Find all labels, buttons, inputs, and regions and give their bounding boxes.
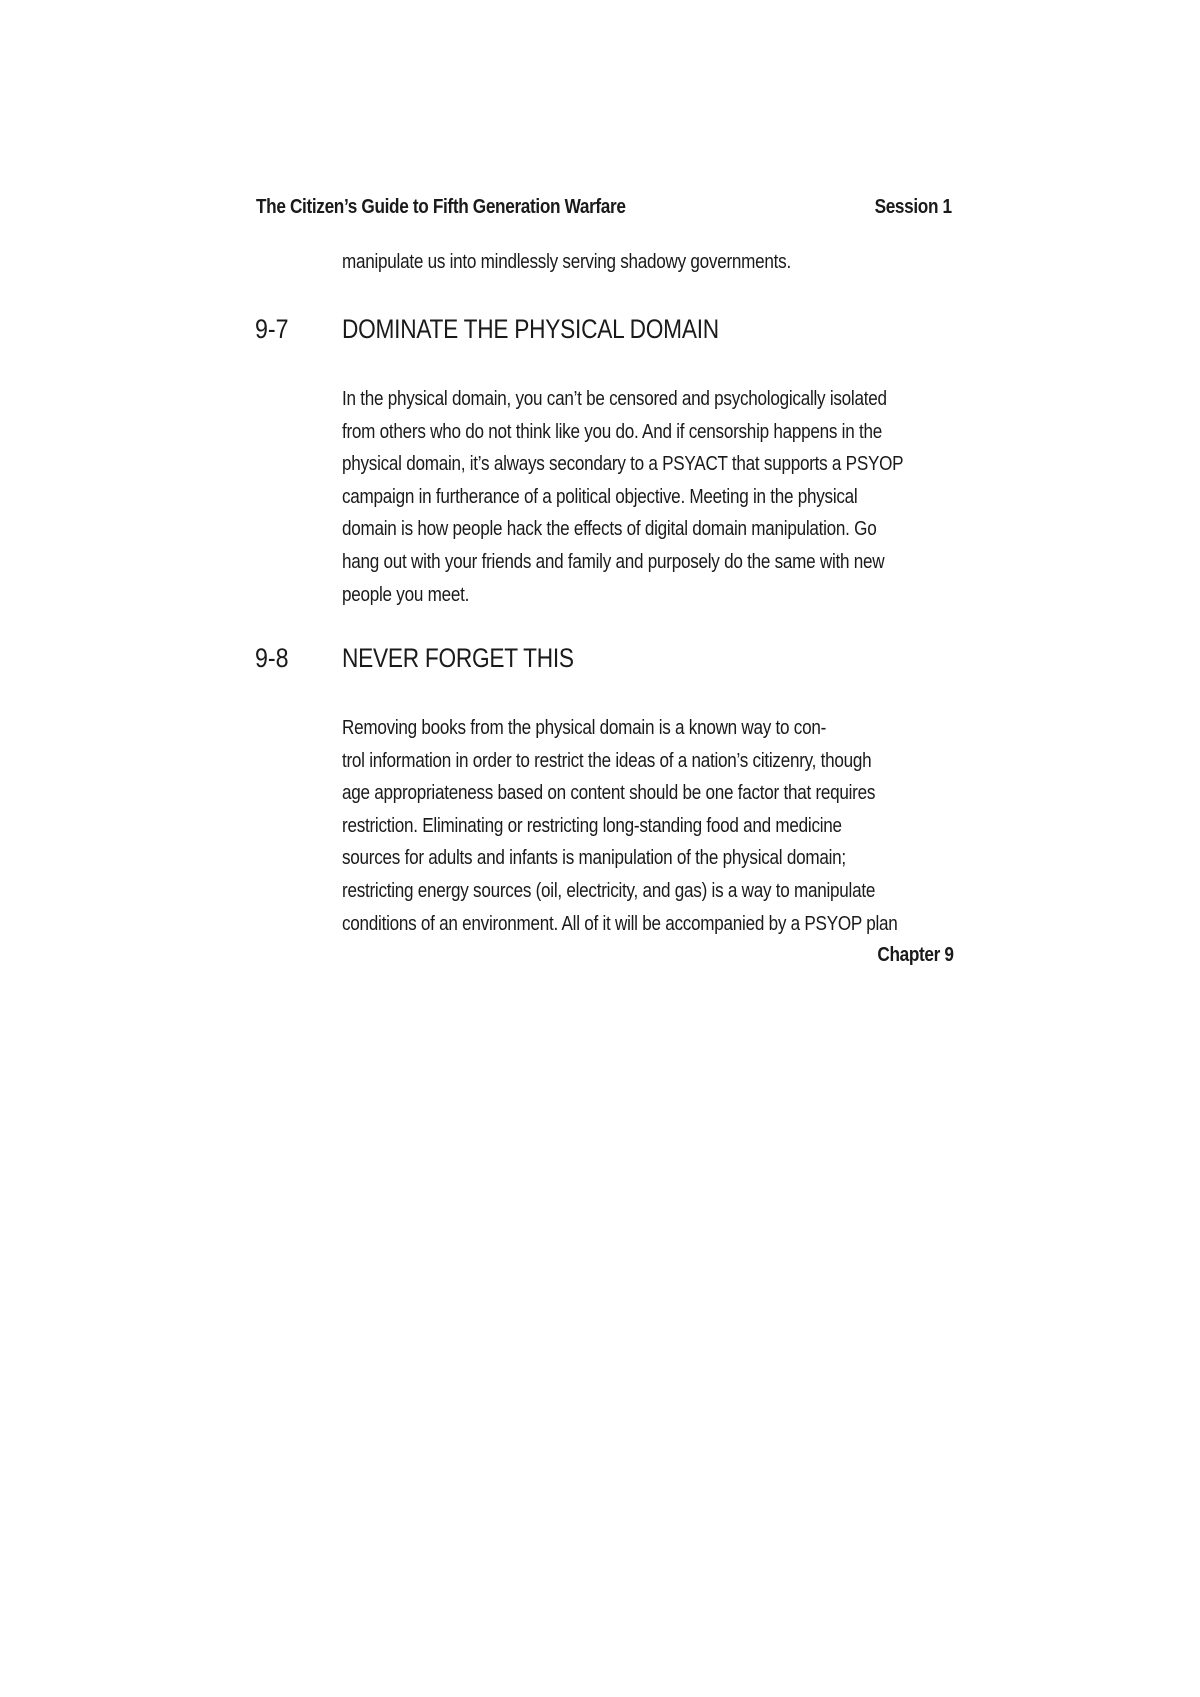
section-paragraph	[342, 712, 954, 940]
section-number: 9-8	[255, 643, 289, 673]
section-paragraph	[342, 383, 954, 611]
chapter-label: Chapter 9	[877, 944, 954, 966]
paragraph-line: In the physical domain, you can’t be censored and psychologically isolated	[342, 388, 887, 410]
section-title: NEVER FORGET THIS	[342, 643, 574, 673]
section-number: 9-7	[255, 314, 289, 344]
paragraph-line: hang out with your friends and family and purposely do the same with new	[342, 550, 885, 573]
paragraph-line: manipulate us into mindlessly serving shadowy governments.	[342, 251, 791, 273]
paragraph-line: physical domain, it’s always secondary to a PSYACT that supports a PSYOP	[342, 453, 904, 476]
paragraph-line: conditions of an environment. All of it will be accompanied by a PSYOP plan	[342, 912, 898, 935]
paragraph-line: campaign in furtherance of a political objective. Meeting in the physical	[342, 485, 858, 508]
paragraph-line: domain is how people hack the effects of digital domain manipulation. Go	[342, 518, 877, 541]
paragraph-line: age appropriateness based on content should be one factor that requires	[342, 782, 876, 805]
continued-paragraph	[342, 246, 954, 279]
paragraph-line: restriction. Eliminating or restricting long-standing food and medicine	[342, 814, 842, 837]
book-title: The Citizen’s Guide to Fifth Generation Warfare	[256, 196, 626, 218]
paragraph-line: Removing books from the physical domain is a known way to con-	[342, 717, 827, 739]
paragraph-line: from others who do not think like you do. And if censorship happens in the	[342, 420, 882, 443]
session-label: Session 1	[874, 196, 952, 218]
running-header	[256, 196, 952, 226]
paragraph-line: people you meet.	[342, 583, 470, 606]
paragraph-line: trol information in order to restrict the ideas of a nation’s citizenry, though	[342, 749, 872, 772]
paragraph-line: restricting energy sources (oil, electricity, and gas) is a way to manipulate	[342, 879, 876, 902]
paragraph-line: sources for adults and infants is manipulation of the physical domain;	[342, 847, 846, 870]
section-title: DOMINATE THE PHYSICAL DOMAIN	[342, 314, 719, 344]
